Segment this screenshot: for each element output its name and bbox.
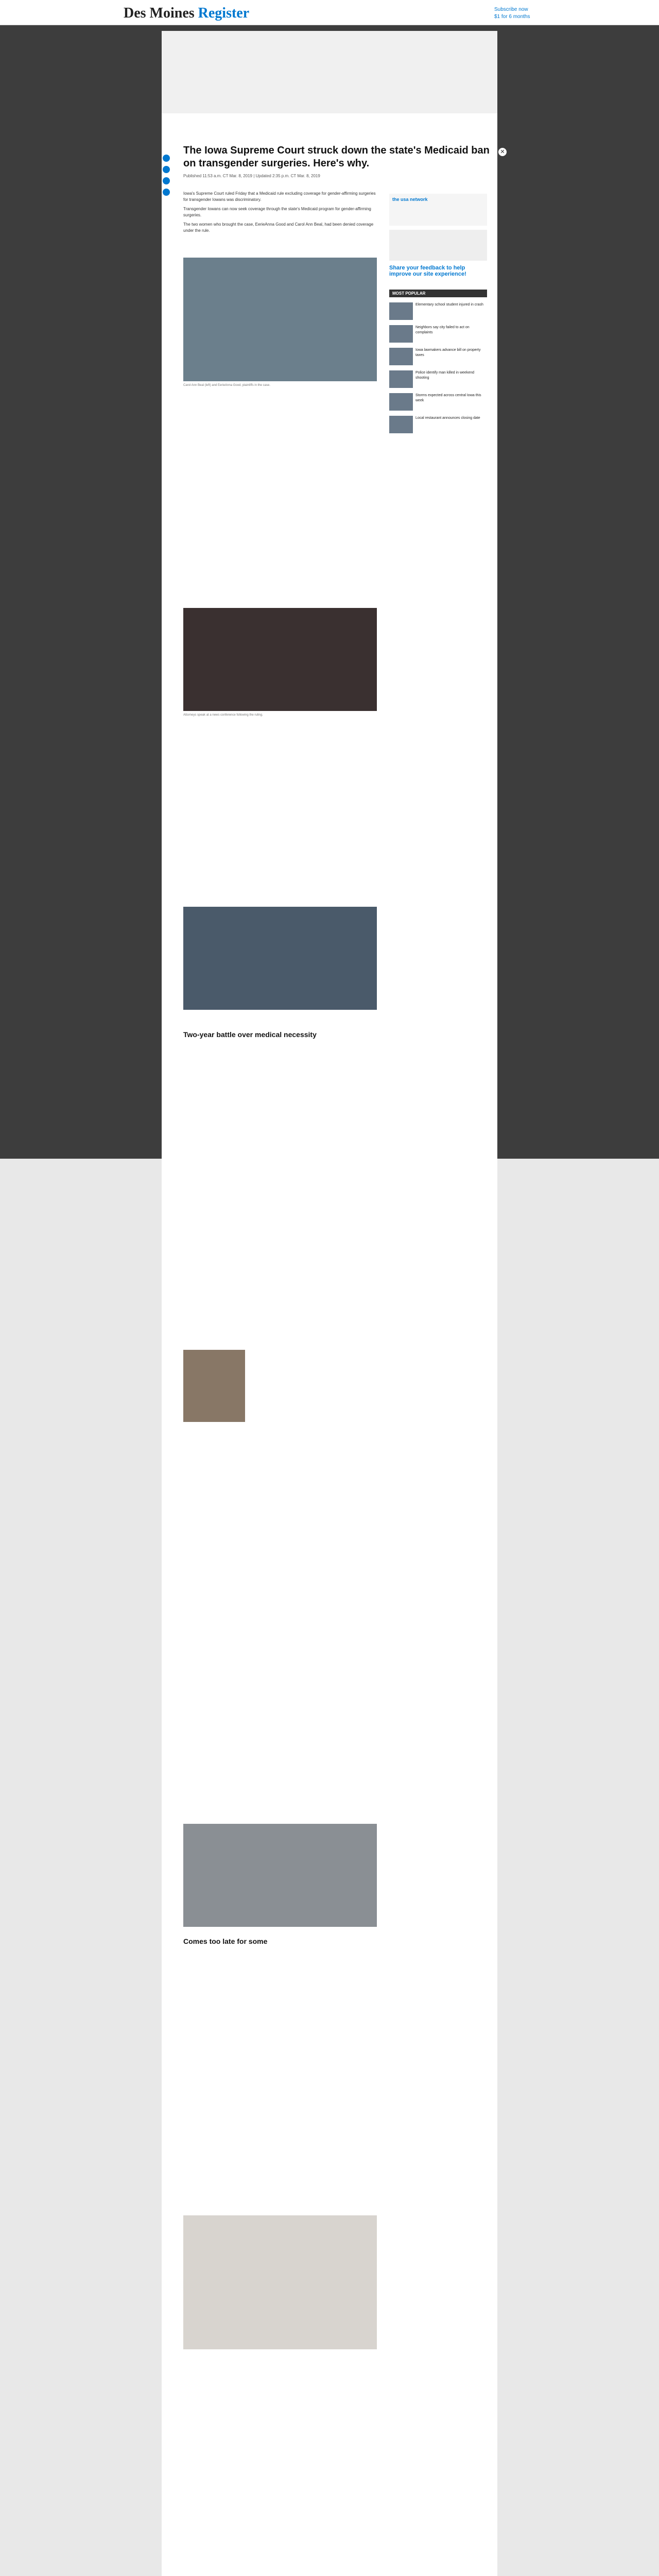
top-bar: [0, 0, 659, 25]
twitter-icon[interactable]: [163, 166, 170, 173]
photo-caption: Carol Ann Beal (left) and EerieAnna Good, plaintiffs in the case.: [183, 384, 270, 387]
thumbnail: [389, 348, 413, 365]
photo-hearing: [183, 608, 377, 711]
popular-item[interactable]: Neighbors say city failed to act on complaints: [389, 325, 487, 343]
photo-doctor: [183, 2215, 377, 2349]
subscribe-link[interactable]: Subscribe now $1 for 6 months: [494, 7, 530, 20]
photo-caption: Attorneys speak at a news conference following the ruling.: [183, 714, 263, 717]
close-icon[interactable]: ✕: [498, 148, 507, 156]
popular-heading: MOST POPULAR: [389, 290, 487, 297]
article-byline: Published 11:53 a.m. CT Mar. 8, 2019 | Updated 2:35 p.m. CT Mar. 8, 2019: [183, 174, 320, 178]
article-page: [162, 113, 497, 2576]
thumbnail: [389, 302, 413, 320]
article-body-intro: Iowa's Supreme Court ruled Friday that a Medicaid rule excluding coverage for gender-affirming surgeries for transgender Iowans was discriminatory. Transgender Iowans can now seek coverage through the state's Medicaid program for gender-affirming surgeries. The two women who brought the case, EerieAnna Good and Carol Ann Beal, had been denied coverage under the rule.: [183, 191, 376, 233]
feedback-link[interactable]: Share your feedback to help improve our site experience!: [389, 265, 466, 277]
network-box[interactable]: the usa network: [389, 194, 487, 226]
thumbnail: [389, 370, 413, 388]
popular-item[interactable]: Elementary school student injured in crash: [389, 302, 487, 320]
email-icon[interactable]: [163, 177, 170, 184]
photo-plaintiff: [183, 258, 377, 381]
ad-slot: [162, 31, 497, 113]
popular-item[interactable]: Police identify man killed in weekend shooting: [389, 370, 487, 388]
thumbnail: [389, 393, 413, 411]
photo-capitol: [183, 1824, 377, 1927]
facebook-icon[interactable]: [163, 155, 170, 162]
popular-item[interactable]: Storms expected across central Iowa this week: [389, 393, 487, 411]
article-headline: The Iowa Supreme Court struck down the state's Medicaid ban on transgender surgeries. Here's why.: [183, 145, 490, 169]
photo-press-conference: [183, 907, 377, 1010]
section-heading: Comes too late for some: [183, 1937, 268, 1945]
popular-item[interactable]: Iowa lawmakers advance bill on property taxes: [389, 348, 487, 365]
sidebar: [389, 194, 487, 433]
share-rail: [163, 155, 172, 200]
thumbnail: [389, 325, 413, 343]
popular-item[interactable]: Local restaurant announces closing date: [389, 416, 487, 433]
thumbnail: [389, 416, 413, 433]
sidebar-ad: [389, 230, 487, 261]
photo-portrait: [183, 1350, 245, 1422]
section-heading: Two-year battle over medical necessity: [183, 1030, 317, 1039]
comment-icon[interactable]: [163, 189, 170, 196]
site-logo[interactable]: Des Moines Register: [124, 5, 250, 21]
